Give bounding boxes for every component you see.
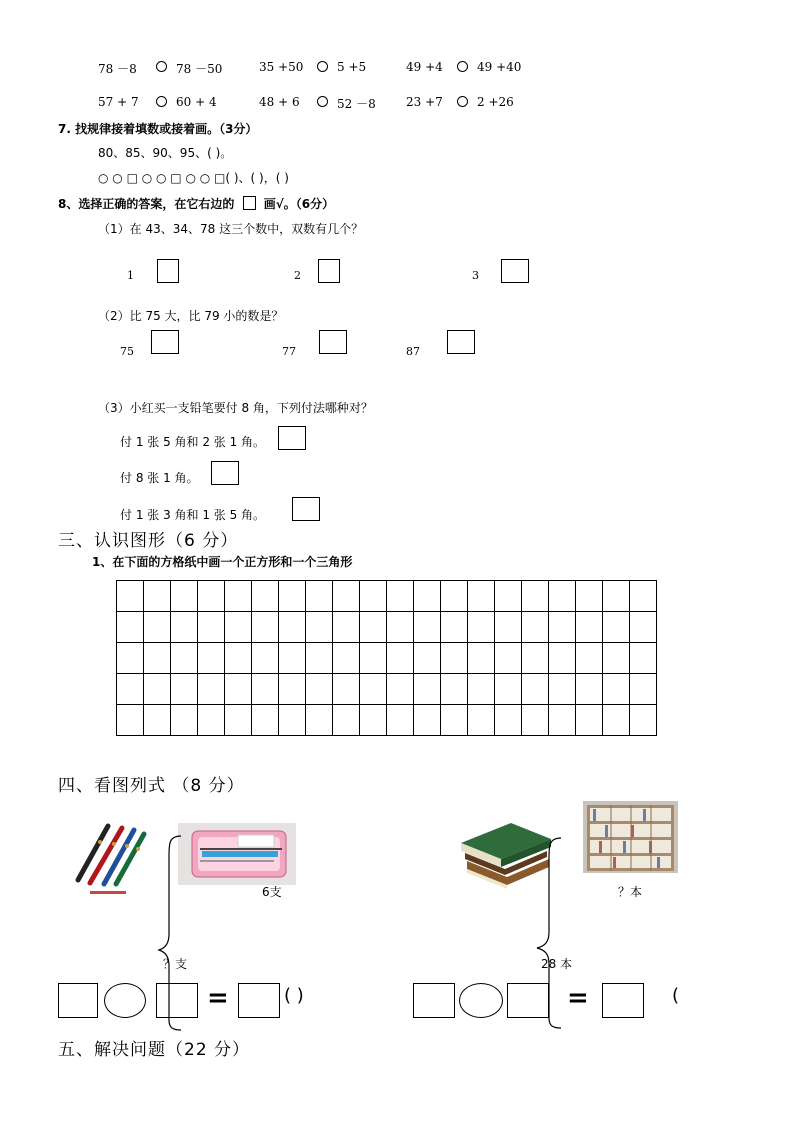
grid-cell[interactable] [117, 643, 144, 674]
grid-cell[interactable] [495, 643, 522, 674]
grid-cell[interactable] [198, 674, 225, 705]
grid-cell[interactable] [306, 705, 333, 736]
shape-blanks[interactable]: ( )、( )，( ) [225, 171, 289, 185]
equation-box[interactable] [507, 983, 549, 1018]
grid-cell[interactable] [252, 705, 279, 736]
grid-cell[interactable] [630, 674, 657, 705]
grid-cell[interactable] [414, 581, 441, 612]
expr: 60 + 4 [176, 95, 217, 109]
grid-cell[interactable] [333, 581, 360, 612]
grid-cell[interactable] [117, 705, 144, 736]
grid-cell[interactable] [252, 643, 279, 674]
answer-box[interactable] [318, 259, 340, 283]
grid-cell[interactable] [360, 643, 387, 674]
answer-box[interactable] [292, 497, 320, 521]
grid-cell[interactable] [279, 612, 306, 643]
grid-cell[interactable] [549, 705, 576, 736]
grid-cell[interactable] [144, 674, 171, 705]
expr: 78 －8 [98, 62, 137, 76]
answer-box[interactable] [278, 426, 306, 450]
grid-cell[interactable] [441, 674, 468, 705]
grid-cell[interactable] [333, 643, 360, 674]
expr: 5 +5 [337, 60, 367, 74]
grid-cell[interactable] [495, 581, 522, 612]
option-label: 87 [406, 345, 420, 358]
grid-cell[interactable] [333, 674, 360, 705]
grid-cell[interactable] [252, 581, 279, 612]
grid-cell[interactable] [576, 705, 603, 736]
q8-title-part-a: 8、选择正确的答案，在它右边的 [58, 197, 235, 211]
grid-cell[interactable] [522, 643, 549, 674]
grid-cell[interactable] [225, 612, 252, 643]
grid-cell[interactable] [198, 612, 225, 643]
grid-cell[interactable] [522, 612, 549, 643]
grid-cell[interactable] [522, 705, 549, 736]
grid-cell[interactable] [306, 674, 333, 705]
grid-cell[interactable] [549, 643, 576, 674]
expr: 57 + 7 [98, 95, 139, 109]
grid-cell[interactable] [576, 612, 603, 643]
answer-box[interactable] [319, 330, 347, 354]
q7-title: 7. 找规律接着填数或接着画。（3分） [58, 122, 258, 136]
grid-cell[interactable] [360, 674, 387, 705]
q8-title-part-b: 画√。（6分） [263, 197, 335, 211]
grid-cell[interactable] [279, 674, 306, 705]
grid-cell[interactable] [171, 674, 198, 705]
grid-cell[interactable] [144, 705, 171, 736]
grid-cell[interactable] [387, 705, 414, 736]
option-label: 75 [120, 345, 134, 358]
equals-sign: = [207, 983, 229, 1013]
compare-circle[interactable] [156, 60, 167, 74]
unit-blank[interactable]: ( [672, 985, 680, 1006]
equals-sign: = [567, 983, 589, 1013]
answer-box[interactable] [602, 983, 644, 1018]
answer-box[interactable] [151, 330, 179, 354]
grid-cell[interactable] [306, 581, 333, 612]
grid-cell[interactable] [387, 612, 414, 643]
expr: 49 +4 [406, 60, 443, 74]
grid-cell[interactable] [198, 643, 225, 674]
expr: 23 +7 [406, 95, 443, 109]
grid-cell[interactable] [414, 705, 441, 736]
pens-image [60, 818, 150, 898]
grid-cell[interactable] [549, 612, 576, 643]
option-label: 3 [472, 269, 479, 282]
grid-cell[interactable] [171, 581, 198, 612]
grid-cell[interactable] [171, 612, 198, 643]
grid-cell[interactable] [495, 705, 522, 736]
grid-cell[interactable] [603, 674, 630, 705]
grid-row [117, 674, 657, 705]
shape-pattern: ○ ○ □ ○ ○ □ ○ ○ □ [98, 171, 226, 185]
grid-cell[interactable] [198, 581, 225, 612]
grid-cell[interactable] [360, 705, 387, 736]
grid-cell[interactable] [576, 643, 603, 674]
grid-cell[interactable] [522, 674, 549, 705]
section-3-instruction: 1、在下面的方格纸中画一个正方形和一个三角形 [92, 555, 353, 569]
books-caption: ？本 [618, 885, 643, 899]
pencil-case-image [178, 823, 296, 885]
equation-box[interactable] [58, 983, 98, 1018]
q8-p2-text: （2）比 75 大，比 79 小的数是？ [98, 309, 284, 323]
operator-circle[interactable] [104, 983, 146, 1018]
grid-cell[interactable] [441, 581, 468, 612]
grid-cell[interactable] [117, 581, 144, 612]
equation-box[interactable] [156, 983, 198, 1018]
operator-circle[interactable] [459, 983, 503, 1018]
grid-cell[interactable] [468, 643, 495, 674]
compare-circle[interactable] [457, 95, 468, 109]
grid-cell[interactable] [360, 612, 387, 643]
grid-cell[interactable] [279, 705, 306, 736]
q8-p1-text: （1）在 43、34、78 这三个数中，双数有几个？ [98, 222, 364, 236]
grid-cell[interactable] [333, 612, 360, 643]
expr: 49 +40 [477, 60, 522, 74]
grid-cell[interactable] [306, 612, 333, 643]
grid-row [117, 581, 657, 612]
expr: 35 +50 [259, 60, 304, 74]
bookshelf-image [583, 801, 678, 873]
grid-cell[interactable] [252, 674, 279, 705]
expr: 78 －50 [176, 62, 223, 76]
section-5-heading: 五、解决问题（22 分） [58, 1040, 251, 1060]
grid-cell[interactable] [225, 674, 252, 705]
grid-cell[interactable] [414, 674, 441, 705]
grid-cell[interactable] [225, 581, 252, 612]
option-label: 付 8 张 1 角。 [120, 471, 199, 485]
grid-cell[interactable] [522, 581, 549, 612]
books-total: 28 本 [541, 957, 573, 971]
compare-circle[interactable] [317, 60, 328, 74]
grid-cell[interactable] [495, 612, 522, 643]
option-label: 付 1 张 3 角和 1 张 5 角。 [120, 508, 266, 522]
grid-cell[interactable] [171, 705, 198, 736]
drawing-grid[interactable] [116, 580, 657, 736]
grid-row [117, 612, 657, 643]
grid-cell[interactable] [630, 705, 657, 736]
grid-cell[interactable] [117, 674, 144, 705]
grid-cell[interactable] [333, 705, 360, 736]
grid-cell[interactable] [441, 705, 468, 736]
grid-cell[interactable] [144, 643, 171, 674]
pens-caption: 6支 [262, 885, 282, 899]
answer-box[interactable] [211, 461, 239, 485]
q7-sequence-shapes [98, 169, 289, 186]
expr: 2 +26 [477, 95, 514, 109]
grid-cell[interactable] [225, 643, 252, 674]
section-4-heading: 四、看图列式 （8 分） [58, 776, 245, 796]
q8-title [58, 195, 334, 212]
grid-cell[interactable] [252, 612, 279, 643]
answer-box[interactable] [238, 983, 280, 1018]
grid-cell[interactable] [630, 612, 657, 643]
option-label: 付 1 张 5 角和 2 张 1 角。 [120, 435, 266, 449]
grid-cell[interactable] [468, 612, 495, 643]
option-label: 77 [282, 345, 296, 358]
grid-cell[interactable] [495, 674, 522, 705]
grid-cell[interactable] [360, 581, 387, 612]
compare-circle[interactable] [457, 60, 468, 74]
grid-cell[interactable] [387, 581, 414, 612]
grid-cell[interactable] [468, 705, 495, 736]
grid-row [117, 705, 657, 736]
q7-sequence-numbers: 80、85、90、95、( )。 [98, 146, 233, 160]
section-3-heading: 三、认识图形（6 分） [58, 531, 239, 551]
grid-cell[interactable] [171, 643, 198, 674]
answer-box[interactable] [501, 259, 529, 283]
grid-cell[interactable] [144, 612, 171, 643]
q8-p3-text: （3）小红买一支铅笔要付 8 角，下列付法哪种对？ [98, 401, 373, 415]
grid-cell[interactable] [603, 581, 630, 612]
grid-row [117, 643, 657, 674]
expr: 52 －8 [337, 97, 376, 111]
grid-cell[interactable] [603, 612, 630, 643]
grid-cell[interactable] [414, 643, 441, 674]
grid-cell[interactable] [279, 581, 306, 612]
grid-cell[interactable] [630, 643, 657, 674]
option-label: 2 [294, 269, 301, 282]
option-label: 1 [127, 269, 134, 282]
equation-box[interactable] [413, 983, 455, 1018]
grid-cell[interactable] [144, 581, 171, 612]
grid-cell[interactable] [387, 643, 414, 674]
compare-circle[interactable] [317, 95, 328, 109]
grid-cell[interactable] [279, 643, 306, 674]
grid-cell[interactable] [117, 612, 144, 643]
grid-cell[interactable] [225, 705, 252, 736]
grid-cell[interactable] [576, 581, 603, 612]
grid-cell[interactable] [198, 705, 225, 736]
grid-cell[interactable] [468, 674, 495, 705]
grid-cell[interactable] [549, 581, 576, 612]
grid-cell[interactable] [306, 643, 333, 674]
grid-cell[interactable] [576, 674, 603, 705]
grid-cell[interactable] [441, 612, 468, 643]
grid-cell[interactable] [549, 674, 576, 705]
pens-total: ？支 [163, 957, 188, 971]
grid-cell[interactable] [630, 581, 657, 612]
box-icon [243, 196, 256, 210]
grid-cell[interactable] [603, 643, 630, 674]
answer-box[interactable] [157, 259, 179, 283]
grid-cell[interactable] [468, 581, 495, 612]
expr: 48 + 6 [259, 95, 300, 109]
grid-cell[interactable] [414, 612, 441, 643]
grid-cell[interactable] [603, 705, 630, 736]
answer-box[interactable] [447, 330, 475, 354]
unit-blank[interactable]: ( ) [284, 985, 304, 1006]
grid-cell[interactable] [441, 643, 468, 674]
compare-circle[interactable] [156, 95, 167, 109]
grid-cell[interactable] [387, 674, 414, 705]
